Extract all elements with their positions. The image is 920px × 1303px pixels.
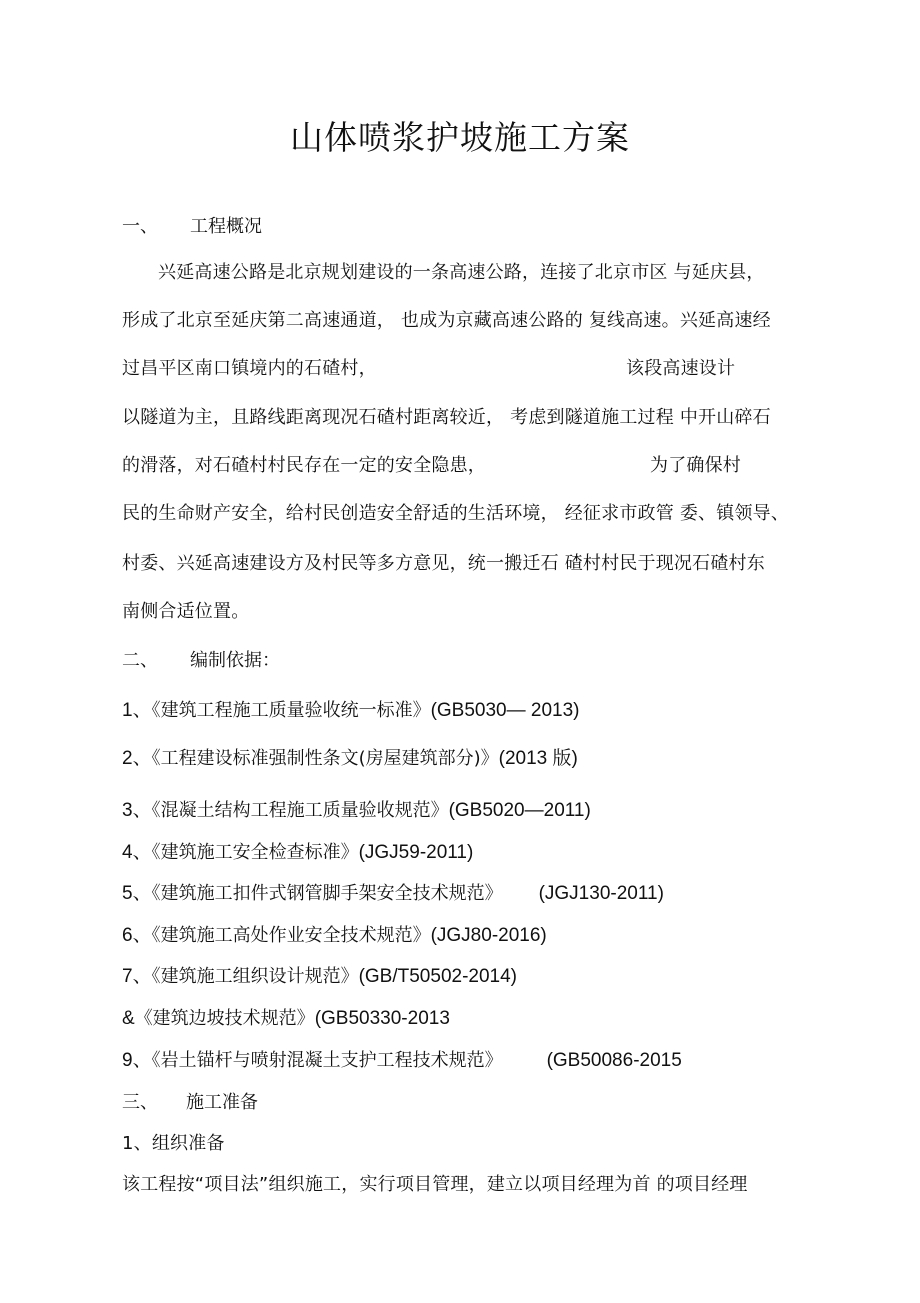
basis-code: (GB5020—2011)	[448, 800, 591, 821]
basis-item	[122, 961, 517, 988]
document-title: 山体喷浆护坡施工方案	[290, 118, 630, 157]
basis-item	[122, 1004, 450, 1030]
basis-name: 《建筑边坡技术规范》	[134, 1008, 315, 1029]
basis-name: 《建筑施工安全检查标准》	[151, 842, 359, 863]
basis-prefix: 2、	[122, 748, 152, 769]
overview-line: 为了确保村	[650, 455, 741, 476]
basis-item	[122, 1045, 682, 1072]
basis-prefix: &	[122, 1008, 135, 1029]
basis-name: 《建筑施工高处作业安全技术规范》	[151, 925, 431, 946]
overview-line: 民的生命财产安全，给村民创造安全舒适的生活环境， 经征求市政管 委、镇领导、	[122, 503, 790, 524]
basis-prefix: 3、	[122, 800, 152, 821]
basis-item	[122, 878, 664, 905]
basis-code: (JGJ59-2011)	[358, 842, 474, 863]
basis-prefix: 7、	[122, 966, 152, 987]
basis-name: 《混凝土结构工程施工质量验收规范》	[151, 800, 449, 821]
overview-line: 南侧合适位置。	[122, 601, 250, 622]
section-label: 工程概况	[190, 216, 262, 237]
section-number: 二、	[122, 650, 158, 671]
basis-item	[122, 795, 591, 822]
overview-line: 以隧道为主，且路线距离现况石碴村距离较近， 考虑到隧道施工过程 中开山碎石	[122, 407, 771, 428]
overview-line: 兴延高速公路是北京规划建设的一条高速公路，连接了北京市区 与延庆县，	[158, 262, 765, 283]
basis-name: 《建筑施工扣件式钢管脚手架安全技术规范》	[151, 883, 503, 904]
basis-code: (GB50086-2015	[546, 1050, 682, 1071]
basis-code: (GB50330-2013	[314, 1008, 450, 1029]
basis-code: (GB/T50502-2014)	[358, 966, 517, 987]
overview-line: 过昌平区南口镇境内的石碴村，	[122, 358, 377, 379]
section-heading-1	[122, 212, 262, 238]
basis-prefix: 1、	[122, 700, 152, 721]
overview-line: 的滑落，对石碴村村民存在一定的安全隐患，	[122, 455, 486, 476]
section-number: 三、	[122, 1092, 158, 1113]
section-label: 施工准备	[186, 1092, 258, 1113]
basis-name: 《建筑工程施工质量验收统一标准》	[151, 700, 431, 721]
basis-prefix: 9、	[122, 1050, 152, 1071]
basis-code: (2013 版)	[498, 748, 578, 769]
section-number: 一、	[122, 216, 158, 237]
basis-item	[122, 920, 547, 947]
basis-code: (JGJ80-2016)	[430, 925, 547, 946]
basis-name: 《建筑施工组织设计规范》	[151, 966, 359, 987]
basis-code: (JGJ130-2011)	[538, 883, 664, 904]
basis-item	[122, 837, 473, 864]
section-heading-3	[122, 1088, 258, 1114]
section-heading-2	[122, 646, 280, 672]
prep-subheading: 1、组织准备	[122, 1133, 225, 1154]
prep-line: 该工程按“项目法”组织施工，实行项目管理，建立以项目经理为首 的项目经理	[122, 1174, 748, 1195]
basis-prefix: 5、	[122, 883, 152, 904]
basis-name: 《岩土锚杆与喷射混凝土支护工程技术规范》	[151, 1050, 503, 1071]
overview-line: 村委、兴延高速建设方及村民等多方意见，统一搬迁石 碴村村民于现况石碴村东	[122, 553, 765, 574]
basis-prefix: 4、	[122, 842, 152, 863]
section-label: 编制依据：	[190, 650, 280, 671]
overview-line: 该段高速设计	[626, 358, 736, 379]
basis-item	[122, 743, 578, 770]
basis-code: (GB5030— 2013)	[430, 700, 580, 721]
overview-line: 形成了北京至延庆第二高速通道， 也成为京藏高速公路的 复线高速。兴延高速经	[122, 310, 771, 331]
basis-item	[122, 695, 580, 722]
basis-name: 《工程建设标准强制性条文(房屋建筑部分)》	[151, 748, 499, 769]
basis-prefix: 6、	[122, 925, 152, 946]
